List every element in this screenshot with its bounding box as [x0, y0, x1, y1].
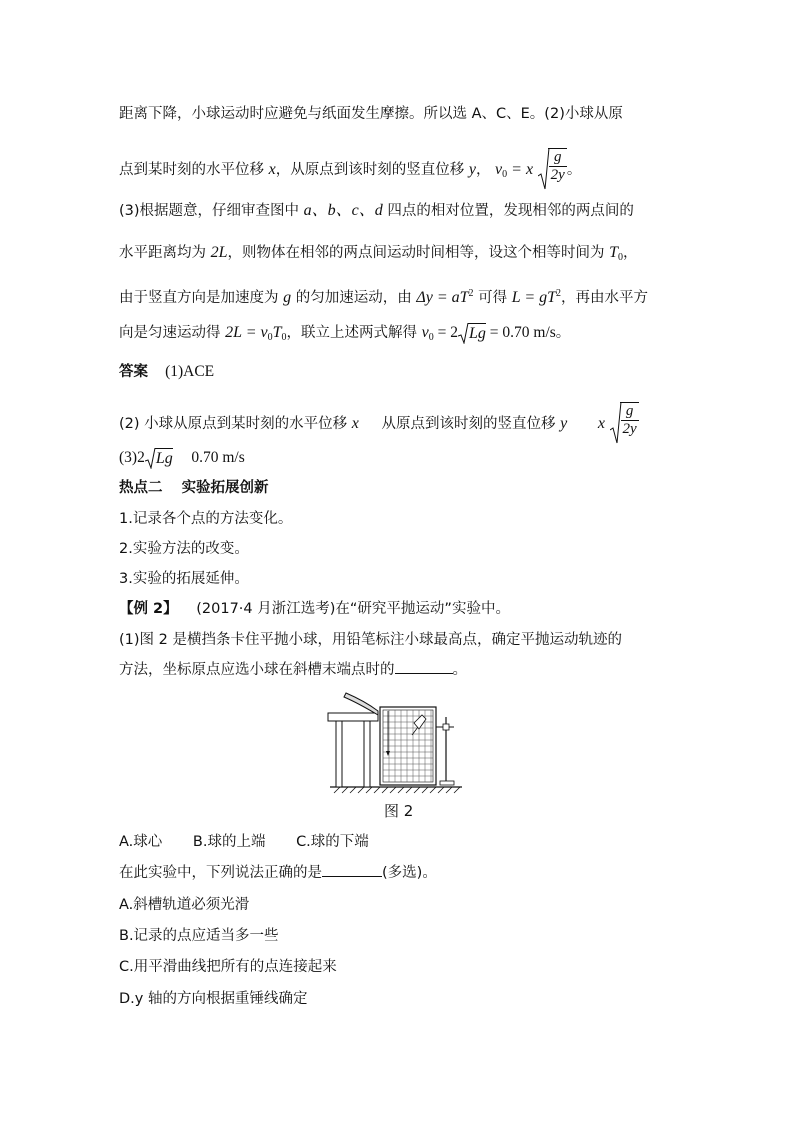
option-item[interactable] — [119, 957, 337, 977]
text: (多选)。 — [382, 865, 437, 881]
option-text: A.斜槽轨道必须光滑 — [119, 897, 250, 913]
text: ， — [623, 245, 638, 261]
option-item[interactable] — [119, 926, 279, 946]
answer-blank[interactable] — [322, 876, 382, 877]
radicand: Lg — [469, 325, 486, 342]
section-number: 热点二 — [119, 480, 163, 496]
text: 由于竖直方向是加速度为 — [119, 290, 279, 306]
section-title: 实验拓展创新 — [181, 480, 269, 496]
answer-line — [119, 404, 639, 444]
var-x: x — [597, 415, 605, 432]
text: ，联立上述两式解得 — [286, 325, 418, 341]
T0-symbol: T — [609, 244, 619, 261]
radical-icon — [145, 448, 156, 469]
option-text: B.记录的点应适当多一些 — [119, 928, 279, 944]
question-text: (1)图 2 是横挡条卡住平抛小球，用铅笔标注小球最高点，确定平抛运动轨迹的 — [119, 632, 622, 648]
experiment-apparatus-figure — [326, 689, 466, 795]
answer-1: (1)ACE — [165, 363, 215, 380]
var-y: y — [560, 415, 568, 432]
text: ，从原点到该时刻的竖直位移 — [275, 162, 465, 178]
superscript: 2 — [556, 288, 562, 299]
text: 可得 — [478, 290, 508, 306]
answer-3-value: 0.70 m/s — [191, 449, 245, 466]
denominator: 2y — [622, 421, 637, 437]
example-header — [119, 599, 510, 619]
answer-2-mid: 从原点到该时刻的竖直位移 — [381, 416, 556, 432]
text: ，则物体在相邻的两点间运动时间相等，设这个相等时间为 — [227, 245, 605, 261]
options-row — [119, 832, 369, 852]
example-source: (2017·4 月浙江选考) — [196, 601, 336, 617]
example-tag: 【例 2】 — [119, 601, 178, 617]
figure-caption: 图 2 — [384, 802, 414, 820]
answer-label: 答案 — [119, 364, 148, 380]
sqrt-Lg — [145, 448, 173, 468]
value-2L: 2L — [210, 244, 228, 261]
sqrt-g-over-2y — [610, 402, 639, 442]
T0-symbol: T — [272, 324, 282, 341]
var-x: x — [268, 161, 276, 178]
sqrt-g-over-2y — [538, 148, 567, 188]
answer-line — [119, 448, 245, 468]
eq-x: = x — [507, 161, 534, 178]
radical-icon — [538, 148, 550, 190]
2L-formula: 2L = v — [225, 324, 268, 341]
question-text: 在此实验中，下列说法正确的是 — [119, 865, 322, 881]
item-text: 3.实验的拓展延伸。 — [119, 571, 249, 587]
option-c[interactable]: C.球的下端 — [296, 834, 369, 850]
question-line — [119, 660, 467, 680]
text: 水平距离均为 — [119, 245, 206, 261]
subscript: 0 — [428, 332, 434, 343]
subscript: 0 — [618, 252, 624, 263]
radicand: Lg — [155, 450, 173, 467]
text: (3)根据题意，仔细审查图中 — [119, 203, 300, 219]
text: 。 — [452, 662, 467, 678]
option-item[interactable] — [119, 989, 307, 1009]
question-line — [119, 863, 437, 883]
text: 四点的相对位置，发现相邻的两点间的 — [387, 203, 634, 219]
text: 向是匀速运动得 — [119, 325, 221, 341]
list-item — [119, 569, 249, 589]
delta-formula: Δy = aT — [416, 289, 469, 306]
question-line — [119, 630, 622, 650]
text: 距离下降，小球运动时应避免与纸面发生摩擦。所以选 A、C、E。(2)小球从原 — [119, 106, 623, 122]
question-text: 方法，坐标原点应选小球在斜槽末端点时的 — [119, 662, 395, 678]
answer-3-prefix: (3)2 — [119, 449, 145, 466]
text: 。 — [555, 325, 571, 341]
item-text: 2.实验方法的改变。 — [119, 541, 249, 557]
subscript: 0 — [281, 332, 287, 343]
var-x: x — [351, 415, 359, 432]
text: 。 — [566, 162, 582, 178]
option-text: C.用平滑曲线把所有的点连接起来 — [119, 959, 337, 975]
section-heading — [119, 478, 269, 498]
points-abcd: a、b、c、d — [303, 202, 383, 219]
item-text: 1.记录各个点的方法变化。 — [119, 511, 293, 527]
radical-icon — [458, 323, 469, 344]
solution-line — [119, 323, 570, 348]
text: 点到某时刻的水平位移 — [119, 162, 264, 178]
solution-line — [119, 243, 638, 268]
text: ， — [475, 162, 491, 178]
solution-line — [119, 150, 581, 190]
var-y: y — [468, 161, 476, 178]
option-a[interactable]: A.球心 — [119, 834, 163, 850]
numerator: g — [554, 149, 562, 165]
answer-blank[interactable] — [395, 673, 453, 674]
example-intro: 在“研究平抛运动”实验中。 — [335, 601, 510, 617]
solution-line — [119, 201, 634, 221]
sqrt-Lg — [458, 323, 486, 343]
subscript: 0 — [267, 332, 273, 343]
var-g: g — [283, 289, 292, 306]
superscript: 2 — [468, 288, 474, 299]
L-formula: L = gT — [511, 289, 557, 306]
eq-2: = 2 — [433, 324, 458, 341]
answer-2-text: (2) 小球从原点到某时刻的水平位移 — [119, 416, 348, 432]
denominator: 2y — [550, 167, 565, 183]
solution-line — [119, 104, 623, 124]
numerator: g — [625, 403, 634, 419]
subscript: 0 — [502, 169, 508, 180]
radical-icon — [610, 402, 622, 444]
option-b[interactable]: B.球的上端 — [192, 834, 266, 850]
result-value: = 0.70 m/s — [485, 324, 556, 341]
v0-symbol: v — [495, 161, 503, 178]
answer-line — [119, 362, 214, 382]
list-item — [119, 539, 249, 559]
text: 的匀加速运动，由 — [295, 290, 412, 306]
text: ，再由水平方 — [561, 290, 649, 306]
v0-symbol: v — [421, 324, 429, 341]
list-item — [119, 509, 292, 529]
option-text: D.y 轴的方向根据重锤线确定 — [119, 991, 308, 1007]
option-item[interactable] — [119, 895, 249, 915]
solution-line — [119, 284, 648, 308]
